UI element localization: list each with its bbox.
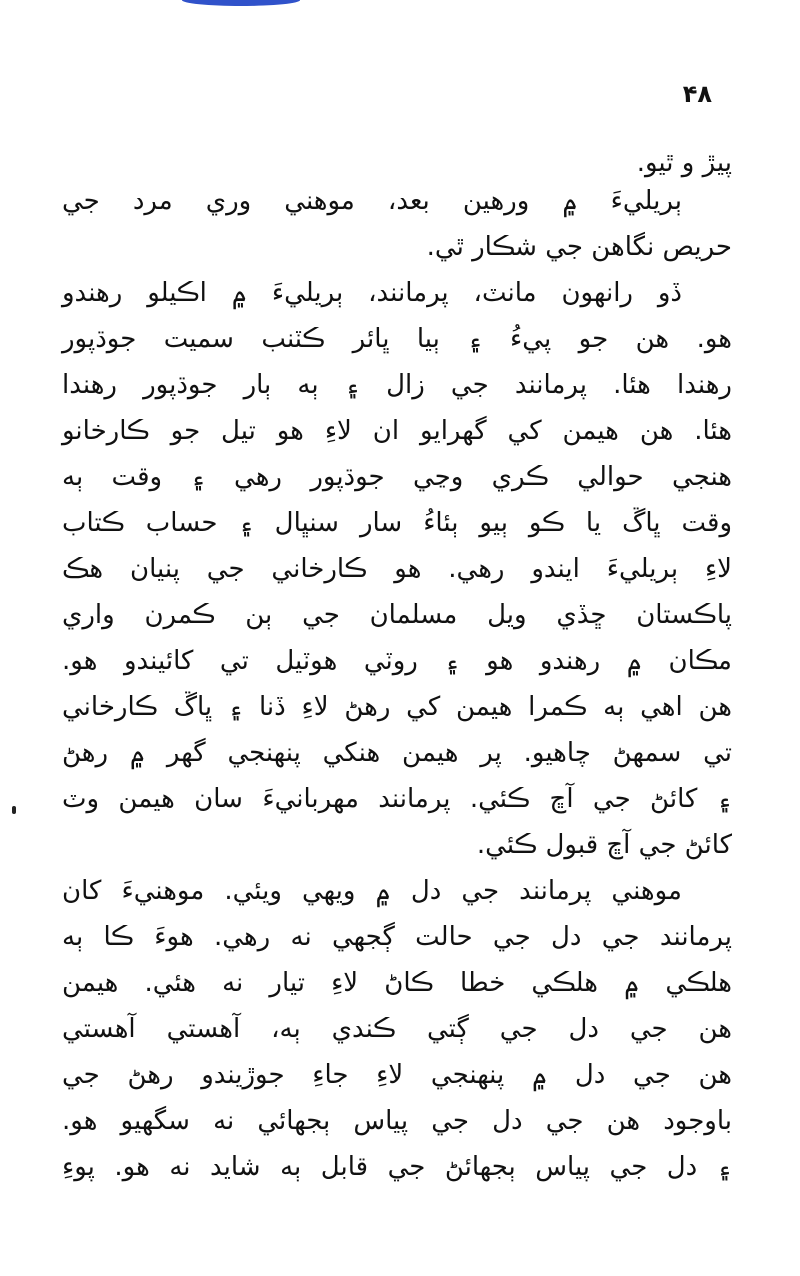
text-line-14: ۽ کائڻ جي آڇ ڪئي. پرمانند مهربانيءَ سان هيمن وٽ xyxy=(62,784,732,814)
page-number: ۴۸ xyxy=(682,80,712,108)
text-line-21: باوجود هن جي دل جي پياس ٻجهائي نه سگهيو هو. xyxy=(62,1106,732,1136)
text-line-16: موهني پرمانند جي دل ۾ ويهي ويئي. موهنيءَ کان xyxy=(62,876,682,906)
text-line-18: هلڪي ۾ هلڪي خطا ڪاڻ لاءِ تيار نه هئي. هيمن xyxy=(62,968,732,998)
text-line-2: حريص نگاهن جي شڪار ٿي. xyxy=(426,232,732,262)
text-line-13: تي سمهڻ چاهيو. پر هيمن هنکي پنهنجي گهر ۾ رهڻ xyxy=(62,738,732,768)
text-line-8: وقت ڀاڱ يا ڪو ٻيو ٻئاءُ سار سنڀال ۽ حساب ڪتاب xyxy=(62,508,732,538)
text-line-15: کائڻ جي آڇ قبول ڪئي. xyxy=(476,830,732,860)
text-line-12: هن اهي ٻه ڪمرا هيمن کي رهڻ لاءِ ڏنا ۽ ڀاڱ ڪارخاني xyxy=(62,692,732,722)
text-line-9: لاءِ ٻريليءَ ايندو رهي. هو ڪارخاني جي پنيان هڪ xyxy=(62,554,732,584)
text-line-11: مڪان ۾ رهندو هو ۽ روٽي هوٽيل تي کائيندو هو. xyxy=(62,646,732,676)
text-line-10: پاڪستان ڇڏي ويل مسلمان جي ٻن ڪمرن واري xyxy=(62,600,732,630)
text-line-0: پيڙ و ٿيو. xyxy=(636,148,732,178)
margin-ink-dot xyxy=(12,806,16,814)
text-line-5: رهندا هئا. پرمانند جي زال ۽ ٻه ٻار جوڌپور رهندا xyxy=(62,370,732,400)
text-line-22: ۽ دل جي پياس ٻجهائڻ جي قابل ٻه شايد نه هو. پوءِ xyxy=(62,1152,732,1182)
text-line-19: هن جي دل جي ڳتي ڪندي ٻه، آهستي آهستي xyxy=(62,1014,732,1044)
text-line-20: هن جي دل ۾ پنهنجي لاءِ جاءِ جوڙيندو رهڻ جي xyxy=(62,1060,732,1090)
page-body-text xyxy=(62,148,732,1190)
blue-ink-mark xyxy=(182,0,300,6)
text-line-3: ڏو رانهون مانٽ، پرمانند، ٻريليءَ ۾ اڪيلو رهندو xyxy=(62,278,682,308)
text-line-1: ٻريليءَ ۾ ورهين بعد، موهني وري مرد جي xyxy=(62,186,682,216)
text-line-6: هئا. هن هيمن کي گهرايو ان لاءِ هو تيل جو ڪارخانو xyxy=(62,416,732,446)
text-line-7: هنجي حوالي ڪري وڃي جوڌپور رهي ۽ وقت ٻه xyxy=(62,462,732,492)
text-line-17: پرمانند جي دل جي حالت ڳجهي نه رهي. هوءَ ڪا ٻه xyxy=(62,922,732,952)
text-line-4: هو. هن جو پيءُ ۽ ٻيا ڀائر ڪٽنب سميت جوڌپور xyxy=(62,324,732,354)
